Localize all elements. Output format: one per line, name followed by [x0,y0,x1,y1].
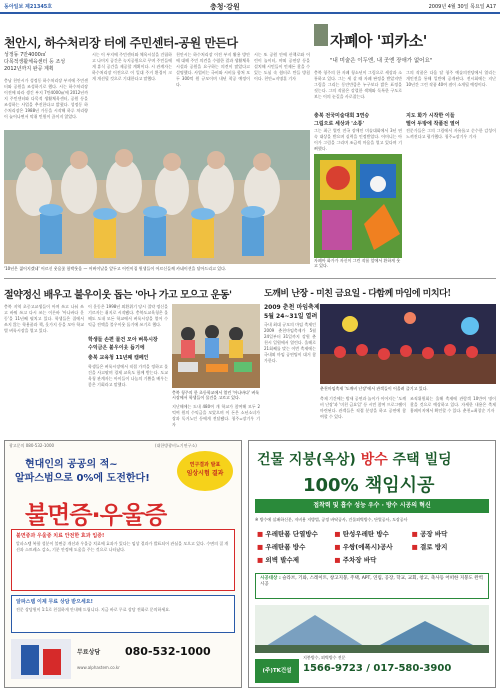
bullet-icon: ■ [411,543,418,551]
story3-subhead-2a: 충북 전국미술대회 3연승 [314,113,370,119]
ad2-item: ■ 공장 바닥 [411,530,448,538]
bullet-icon: ■ [257,530,264,538]
reporter-portrait [314,24,328,46]
story3-side-hl-b: 떨어 두방에 작품전 열어 [406,121,460,127]
story1-body-col1: 충남 천안시가 성정동 하수처리장 부지에 주민센터와 공원을 조성하기로 했다. 시는 하수처리장 이전에 따라 생긴 부지 7만4000㎡에 2012년까지 주민센터와 다목적 생활체육센터, 공원 등을 조성하는 사업을 추진한다고 밝혔다. 성정동 하수처리장은 1988년 가동을 시작해 하루 처리량이 늘어나면서 악취 민원이 끊이지 않았다. [4,78,88,119]
ad1-box1: 불면증과 우울증 치료 안전한 효과 입증! 알파스템 복합 성분이 불면증 개선과 우울증 치료에 효과가 있다는 임상 결과가 발표되어 관심을 모으고 있다. 수면의 질 개선과 스트레스 감소, 기분 안정에 도움을 주는 것으로 나타났다. [11,529,235,591]
ad2-banner: 접착력 및 흡수 성능 우수 · 방수 시공의 혁신 [255,499,489,513]
mime-festival-photo [320,304,496,384]
story1-subhead: 성정동 7만4000㎡ 다목적생활체육센터 등 조성 2012년까지 완공 계획 [4,52,66,72]
ad2-item: ■ 우레탄폼 단열방수 [257,530,318,538]
ad2-item: ■ 우쌍(에폭시)공사 [334,543,393,551]
ad2-item: ■ 우레탄폼 방수 [257,543,306,551]
story4-body-col1: 국내 최대 규모의 마임 축제인 2009 춘천마임축제가 5월 24일부터 31일까지 강원 춘천시 일원에서 열린다. 올해로 21회째를 맞는 이번 축제에는 국내외 마임 공연팀이 대거 참가한다. [264,322,316,363]
elders-children-photo [4,130,310,264]
painting-illustration [314,154,402,258]
ad2-item: ■ 외벽 발수제 [257,556,300,564]
story3-subhead-2b: 그림으로 세상과 '소통' [314,121,365,127]
story3-headline: 자폐아 '피카소' [330,32,427,50]
story1-body-col4: 시는 또 공원 안에 산책로와 어린이 놀이터, 야외 공연장 등을 설치해 시민들이 언제든 찾을 수 있는 도심 속 쉼터로 만들 방침이다. 천안=지명훈 기자 [254,52,310,81]
elders-children-illustration [4,130,310,264]
ad2-features-intro: ※ 방수에 실패하신분, 저비용 저방법, 공정 바닥공사, 건물외벽방수, 단열공사, 도장공사 [255,517,408,522]
ad2-title-line1: 건물 지붕(옥상) 방수 주택 빌딩 [257,452,452,468]
section-title: 충청·강원 [210,3,240,11]
painting-photo [314,154,402,258]
waterproofing-ad[interactable] [248,440,496,688]
story2-sub1: 학생들 손편 물건 모아 벼룩시장 [88,337,158,343]
ad1-phone[interactable]: 080-532-1000 [125,645,211,658]
story1-body-col2: 시는 이 부지에 주민센터와 체육시설을 건립하고 나머지 공간은 녹지공원으로 꾸며 주민들에게 휴식 공간을 제공할 계획이다. 시 관계자는 하수처리장 이전으로 이 일대 주거 환경이 크게 개선될 것으로 기대한다고 말했다. [92,52,172,81]
bullet-icon: ■ [411,530,418,538]
bullet-icon: ■ [257,556,264,564]
product-box-icon [11,639,71,679]
ad1-promo2: 알파스범으로 0%에 도전한다! [15,473,150,484]
story4-photo-caption: 춘천마임축제 '도깨비 난장'에서 관객들이 어울려 즐기고 있다. [320,386,428,391]
ad2-services: 시공대상 : 슬라브, 기와, 스레이트, 창고지붕, 주택, APT, 연립, 공장, 학교, 교회, 창고, 축사등 어떠한 지붕도 완벽시공 [255,573,489,599]
story3-body-col2: 그는 최근 열린 전국 장애인 미술대회에서 3년 연속 대상을 받으며 실력을 인정받았다. 어머니는 아이가 그림을 그리며 조금씩 마음을 열고 있다며 기뻐했다. [314,128,402,151]
story2-body-col4: 지난해에는 도내 480여 개 학교가 참여해 모두 2억여 원의 수익금을 모았으며 이 돈은 소년소녀가장과 독거노인 등에게 전달됐다. 청주=장기우 기자 [172,404,260,427]
story2-headline: 절약정신 배우고 불우이웃 돕는 '아나 가고 모으고 운동' [4,290,232,301]
story4-sub1: 2009 춘천 마임축제 [264,304,320,311]
ad2-title-line2: 100% 책임시공 [303,475,435,496]
ad1-badge: 연구결과 발표 임상시험 결과 [177,451,233,491]
ad1-promo1: 현대인의 공공의 적~ [25,459,118,470]
ad1-main-title: 불면증·우울증 [25,501,167,529]
story3-photo-caption: 자폐아 화가가 자신이 그린 작품 앞에서 환하게 웃고 있다. [314,258,401,268]
story3-subhead: "내 미술은 이두엔, 내 곳엔 장애가 없어요" [330,58,433,64]
ad1-url[interactable]: www.alphastem.co.kr [77,665,120,670]
flea-market-illustration [172,304,260,388]
mime-festival-illustration [320,304,496,384]
ad1-box2: 알파스템 이제 무료 상담 받으세요! 전문 상담원이 1:1로 친절하게 안내해 드립니다. 지금 바로 무료 상담 전화로 문의하세요. [11,595,235,633]
story1-body-col3: 천안시는 하수처리장 이전 부지 활용 방안에 대해 주민 의견을 수렴한 결과 생활체육시설과 공원을 요구하는 의견이 많았다고 설명했다. 사업비는 국비와 시비를 합쳐 모두 300억 원 규모이며 내년 착공 예정이다. [176,52,250,87]
ad1-footer-label: 무료상담 [77,649,101,656]
story1-headline: 천안시, 하수처리장 터에 주민센터-공원 만든다 [4,36,238,50]
issue-date: 2009년 4월 30일 목요일 A17 [428,4,496,10]
ad2-company: (주)TK건설 [255,659,299,683]
page-header [0,0,500,14]
ad1-topline: 광고문의 080-532-1000 [9,443,55,448]
product-image [11,639,71,679]
story2-body-col3: 학생들은 벼룩시장에서 직접 가격을 정하고 물건을 사고팔며 경제 교육도 함께 받는다. 도교육청 관계자는 아이들이 나눔의 기쁨을 배우는 좋은 기회라고 말했다. [88,364,168,387]
story3-side-hl-a: 지도 화가 시작한 이들 [406,113,455,119]
story2-body-col2: 이 운동은 1998년 외환위기 당시 절약 정신을 기르자는 취지로 시작됐다. 충북도교육청은 올해도 도내 모든 학교에서 벼룩시장을 열어 수익금 전액을 불우이웃 돕기에 쓰기로 했다. [88,304,168,327]
ad2-phones[interactable]: 1566-9723 / 017-580-3900 [303,663,452,674]
ad2-item: ■ 주차장 바닥 [334,556,377,564]
photo1-caption: '10년은 젊어지겠네' 어르신 웃음꽃 함박웃음 — 어버이날을 앞두고 어린이집 원생들이 어르신들께 카네이션을 달아드리고 있다. [4,266,227,271]
story4-body-col3: 조직위원회는 올해 축제에 관람객 10만여 명이 찾을 것으로 예상하고 있다. 자세한 내용은 축제 홈페이지에서 확인할 수 있다. 춘천=최창순 기자 [410,396,496,413]
roof-work-photo [255,605,489,653]
story4-body-col2: 축제 기간에는 밤새 공연과 놀이가 이어지는 '도깨비 난장'과 '미친 금요일' 등 시민 참여 프로그램이 마련된다. 관객들은 직접 분장을 하고 공연에 참여할 수 있다. [320,396,406,419]
story3-body-col4: 전문가들은 그의 그림에서 자유롭고 순수한 감성이 느껴진다고 평가했다. 청주=장기우 기자 [406,128,496,139]
newspaper-masthead: 동아일보 제21345호 [4,4,53,10]
story3-body-col1: 충북 청주의 한 자폐 청소년이 그림으로 세상과 소통하고 있다. 그는 세 살 때 자폐 판정을 받았지만 그림을 그리는 동안만큼은 누구보다 밝은 표정을 짓는다. 그의 작품은 강렬한 색채와 독특한 구도로 보는 이의 눈길을 사로잡는다. [314,70,402,99]
ad1-clinic-tag: (대한방광비뇨기연구소) [155,443,197,448]
story3-body-col3: 그의 작품은 다음 달 청주 예술의전당에서 열리는 개인전을 통해 일반에 공개된다. 전시회에는 지난 10년간 그린 작품 40여 점이 소개될 예정이다. [406,70,496,87]
bullet-icon: ■ [334,530,341,538]
story2-body-col1: 충북 지역 초중고교생들이 아껴 쓰고 나눠 쓰고 바꿔 쓰고 다시 쓰는 이른바 '아나바다 운동'을 11년째 펼치고 있다. 학생들은 집에서 쓰지 않는 학용품과 책, 옷가지 등을 모아 학교별 벼룩시장을 열고 있다. [4,304,84,333]
ad2-item: ■ 탄성우레탄 방수 [334,530,389,538]
story2-sub2: 수익금은 불우이웃 돕기에 [88,345,145,351]
ad2-company-note: 지붕방수, 외벽방수 전문 [303,655,346,660]
story2-photo-caption: 충북 청주의 한 초등학교에서 열린 '아나바다' 벼룩시장에서 학생들이 물건을 고르고 있다. [172,390,260,400]
ad2-item: ■ 결로 방지 [411,543,448,551]
story4-headline: 도깨비 난장 - 미친 금요일 - 다함께 마임에 미치다! [264,289,451,299]
roof-illustration [255,605,489,653]
bullet-icon: ■ [334,543,341,551]
flea-market-photo [172,304,260,388]
story4-sub2: 5월 24~31일 열려 [264,313,318,320]
bullet-icon: ■ [334,556,341,564]
bullet-icon: ■ [257,543,264,551]
sleep-depression-ad[interactable] [4,440,242,688]
story2-sub3: 충북 교육청 11년째 캠페인 [88,355,149,361]
ad2-features-grid [257,529,489,564]
divider-line [4,278,496,279]
